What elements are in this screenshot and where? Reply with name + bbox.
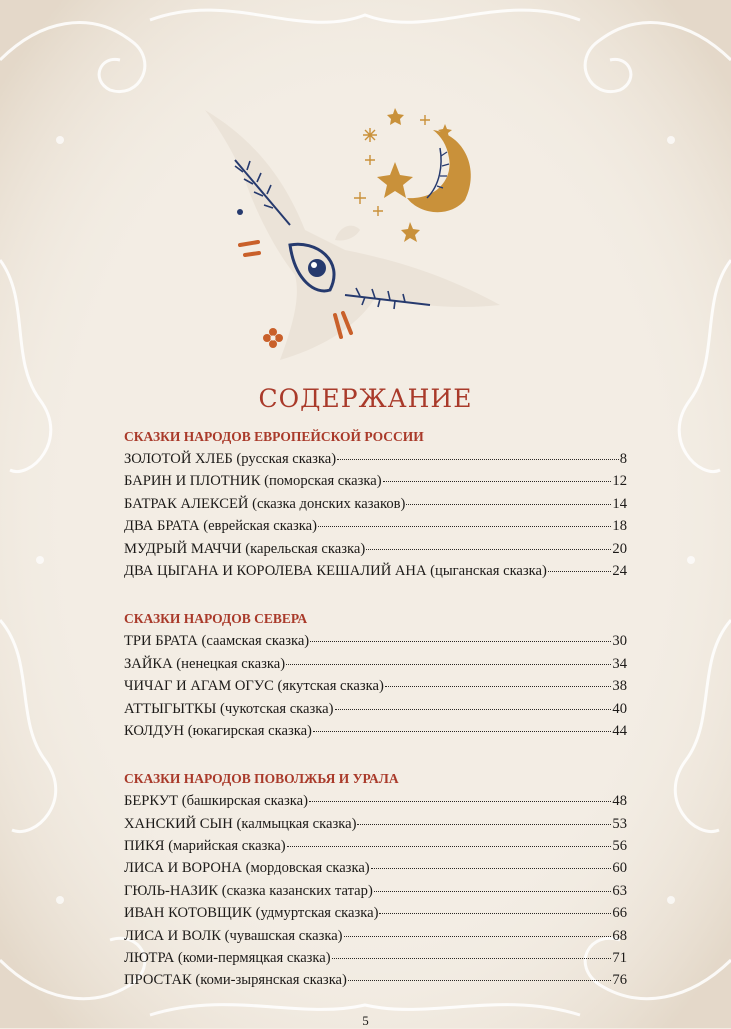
entry-title: КОЛДУН (юкагирская сказка) [124, 722, 312, 739]
dot-leader [379, 899, 611, 914]
entry-page-number: 20 [612, 540, 627, 557]
entry-page-number: 63 [612, 882, 627, 899]
dot-leader [313, 717, 611, 732]
entry-title: ЗАЙКА (ненецкая сказка) [124, 655, 286, 672]
entry-page-number: 66 [612, 905, 627, 922]
entry-page-number: 56 [612, 838, 627, 855]
page-title: СОДЕРЖАНИЕ [258, 384, 473, 413]
star-icon [377, 108, 452, 242]
toc-section [124, 610, 627, 742]
dot-leader [366, 535, 611, 550]
entry-page-number: 53 [612, 815, 627, 832]
dot-leader [374, 877, 612, 892]
entry-page-number: 71 [612, 950, 627, 967]
toc-entry[interactable] [124, 720, 627, 742]
entry-title: ЛИСА И ВОЛК (чувашская сказка) [124, 927, 343, 944]
entry-title: ПИКЯ (марийская сказка) [124, 838, 286, 855]
entry-page-number: 44 [612, 722, 627, 739]
entry-page-number: 38 [612, 678, 627, 695]
entry-title: БЕРКУТ (башкирская сказка) [124, 793, 308, 810]
dot-leader [406, 490, 611, 505]
dot-leader [309, 787, 611, 802]
crescent-moon-icon [407, 130, 471, 212]
section-title: СКАЗКИ НАРОДОВ ПОВОЛЖЬЯ И УРАЛА [124, 771, 399, 787]
entry-page-number: 68 [612, 927, 627, 944]
entry-page-number: 18 [612, 518, 627, 535]
dot-leader [310, 627, 611, 642]
dot-leader [385, 672, 612, 687]
entry-page-number: 34 [612, 655, 627, 672]
entry-page-number: 14 [612, 495, 627, 512]
entry-title: ГЮЛЬ-НАЗИК (сказка казанских татар) [124, 882, 373, 899]
dot-leader [383, 467, 612, 482]
entry-title: АТТЫГЫТКЫ (чукотская сказка) [124, 700, 334, 717]
table-of-contents [124, 428, 627, 1020]
entry-page-number: 48 [612, 793, 627, 810]
entry-title: ЛИСА И ВОРОНА (мордовская сказка) [124, 860, 370, 877]
entry-title: ПРОСТАК (коми-зырянская сказка) [124, 972, 347, 989]
section-title: СКАЗКИ НАРОДОВ ЕВРОПЕЙСКОЙ РОССИИ [124, 429, 424, 444]
dot-leader [348, 966, 612, 981]
entry-title: БАТРАК АЛЕКСЕЙ (сказка донских казаков) [124, 495, 406, 512]
dot-leader [371, 854, 612, 869]
entry-title: ХАНСКИЙ СЫН (калмыцкая сказка) [124, 815, 357, 832]
entry-page-number: 30 [612, 633, 627, 650]
dot-leader [344, 922, 612, 937]
entry-title: ТРИ БРАТА (саамская сказка) [124, 633, 310, 650]
dot-leader [318, 512, 611, 527]
entry-title: БАРИН И ПЛОТНИК (поморская сказка) [124, 473, 382, 490]
entry-page-number: 12 [612, 473, 627, 490]
page-number: 5 [362, 1013, 369, 1028]
flower-icon [263, 328, 283, 348]
entry-title: МУДРЫЙ МАЧЧИ (карельская сказка) [124, 540, 366, 557]
entry-title: ЗОЛОТОЙ ХЛЕБ (русская сказка) [124, 451, 337, 467]
dot-leader [357, 810, 611, 825]
dot-leader [548, 557, 612, 572]
dot-leader [286, 650, 611, 665]
entry-page-number: 40 [612, 700, 627, 717]
bird-moon-illustration [195, 100, 515, 370]
entry-title: ИВАН КОТОВЩИК (удмуртская сказка) [124, 905, 379, 922]
toc-entry[interactable] [124, 969, 627, 991]
entry-title: ЧИЧАГ И АГАМ ОГУС (якутская сказка) [124, 678, 384, 695]
entry-title: ЛЮТРА (коми-пермяцкая сказка) [124, 950, 331, 967]
entry-page-number: 76 [612, 972, 627, 989]
entry-title: ДВА БРАТА (еврейская сказка) [124, 518, 318, 535]
entry-page-number: 60 [612, 860, 627, 877]
entry-page-number: 24 [612, 562, 627, 579]
entry-title: ДВА ЦЫГАНА И КОРОЛЕВА КЕШАЛИЙ АНА (цыганская сказка) [124, 562, 547, 579]
dot-leader [337, 445, 619, 460]
entry-page-number: 8 [619, 451, 627, 467]
dot-leader [332, 944, 612, 959]
dot-leader [287, 832, 612, 847]
toc-entry[interactable] [124, 560, 627, 582]
section-title: СКАЗКИ НАРОДОВ СЕВЕРА [124, 611, 308, 627]
dot-leader [335, 695, 612, 710]
toc-section [124, 428, 627, 582]
toc-section [124, 770, 627, 992]
